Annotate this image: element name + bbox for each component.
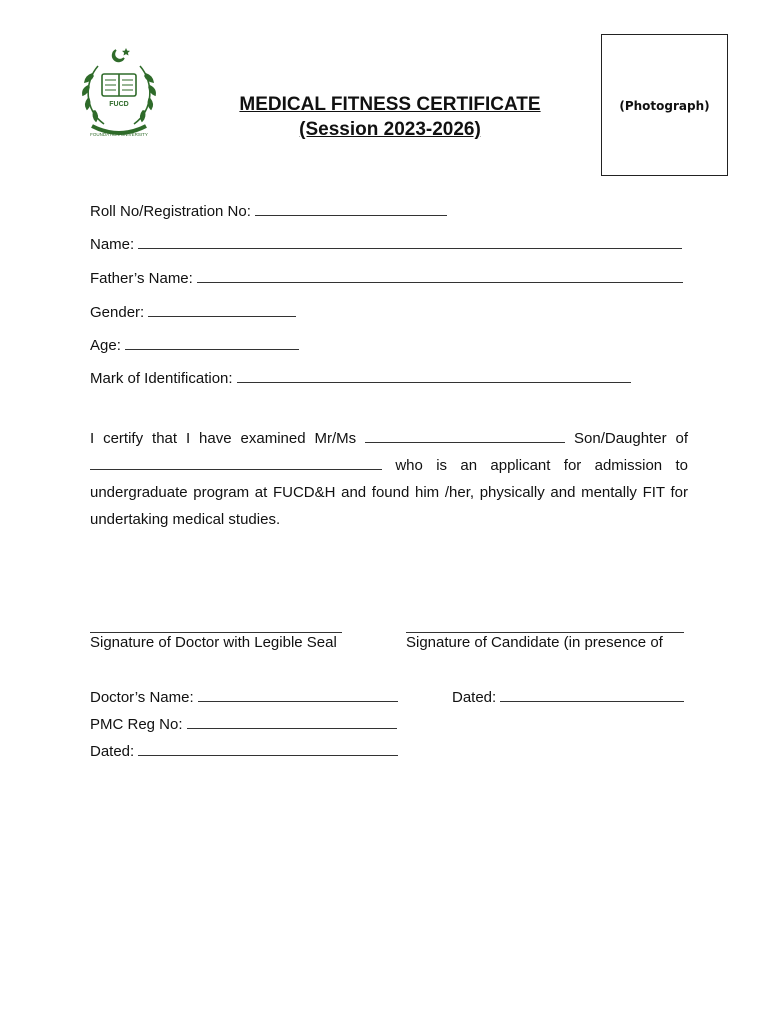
pmc-reg-field [90,715,397,734]
page-title: MEDICAL FITNESS CERTIFICATE [239,94,541,115]
certificate-paragraph [90,425,688,533]
candidate-signature-label: Signature of Candidate (in presence of [406,634,663,651]
identification-mark-blank[interactable] [237,369,631,383]
father-name-label: Father’s Name: [90,270,193,287]
dated-right-label: Dated: [452,689,497,706]
doctor-name-label: Doctor’s Name: [90,689,194,706]
dated-right-blank[interactable] [500,688,684,702]
name-label: Name: [90,236,135,253]
age-blank[interactable] [125,336,299,350]
father-name-blank[interactable] [197,269,683,283]
photograph-label: (Photograph) [619,99,710,113]
certificate-text-2: Son/Daughter of [574,430,688,447]
candidate-signature-line[interactable] [406,632,684,633]
identification-mark-label: Mark of Identification: [90,370,233,387]
father-name-field [90,269,683,288]
photograph-box [601,34,728,176]
university-logo [78,44,160,142]
pmc-reg-blank[interactable] [187,715,397,729]
session-subtitle: (Session 2023-2026) [299,119,481,140]
roll-no-blank[interactable] [255,202,447,216]
doctor-signature-label: Signature of Doctor with Legible Seal [90,634,337,651]
dated-label: Dated: [90,743,135,760]
gender-label: Gender: [90,304,145,321]
dated-blank[interactable] [138,742,398,756]
doctor-name-field [90,688,398,707]
logo-ring-text: FOUNDATION UNIVERSITY [90,132,148,137]
dated-right-field [452,688,684,707]
age-field [90,336,299,355]
logo-text: FUCD [109,101,129,108]
certificate-text-1: I certify that I have examined Mr/Ms [90,430,357,447]
doctor-name-blank[interactable] [198,688,398,702]
gender-field [90,303,296,322]
dated-field [90,742,398,761]
identification-mark-field [90,369,631,388]
roll-no-field [90,202,447,221]
examinee-name-blank[interactable] [365,430,565,443]
name-blank[interactable] [138,235,682,249]
gender-blank[interactable] [148,303,296,317]
doctor-signature-line[interactable] [90,632,342,633]
parent-name-blank[interactable] [90,457,382,470]
pmc-reg-label: PMC Reg No: [90,716,183,733]
name-field [90,235,682,254]
roll-no-label: Roll No/Registration No: [90,203,251,220]
age-label: Age: [90,337,121,354]
certificate-text-3: who is an applicant for admission to undergraduate program at FUCD&H and found him /her, physically and mentally FIT for undertaking medical studies. [90,457,688,528]
